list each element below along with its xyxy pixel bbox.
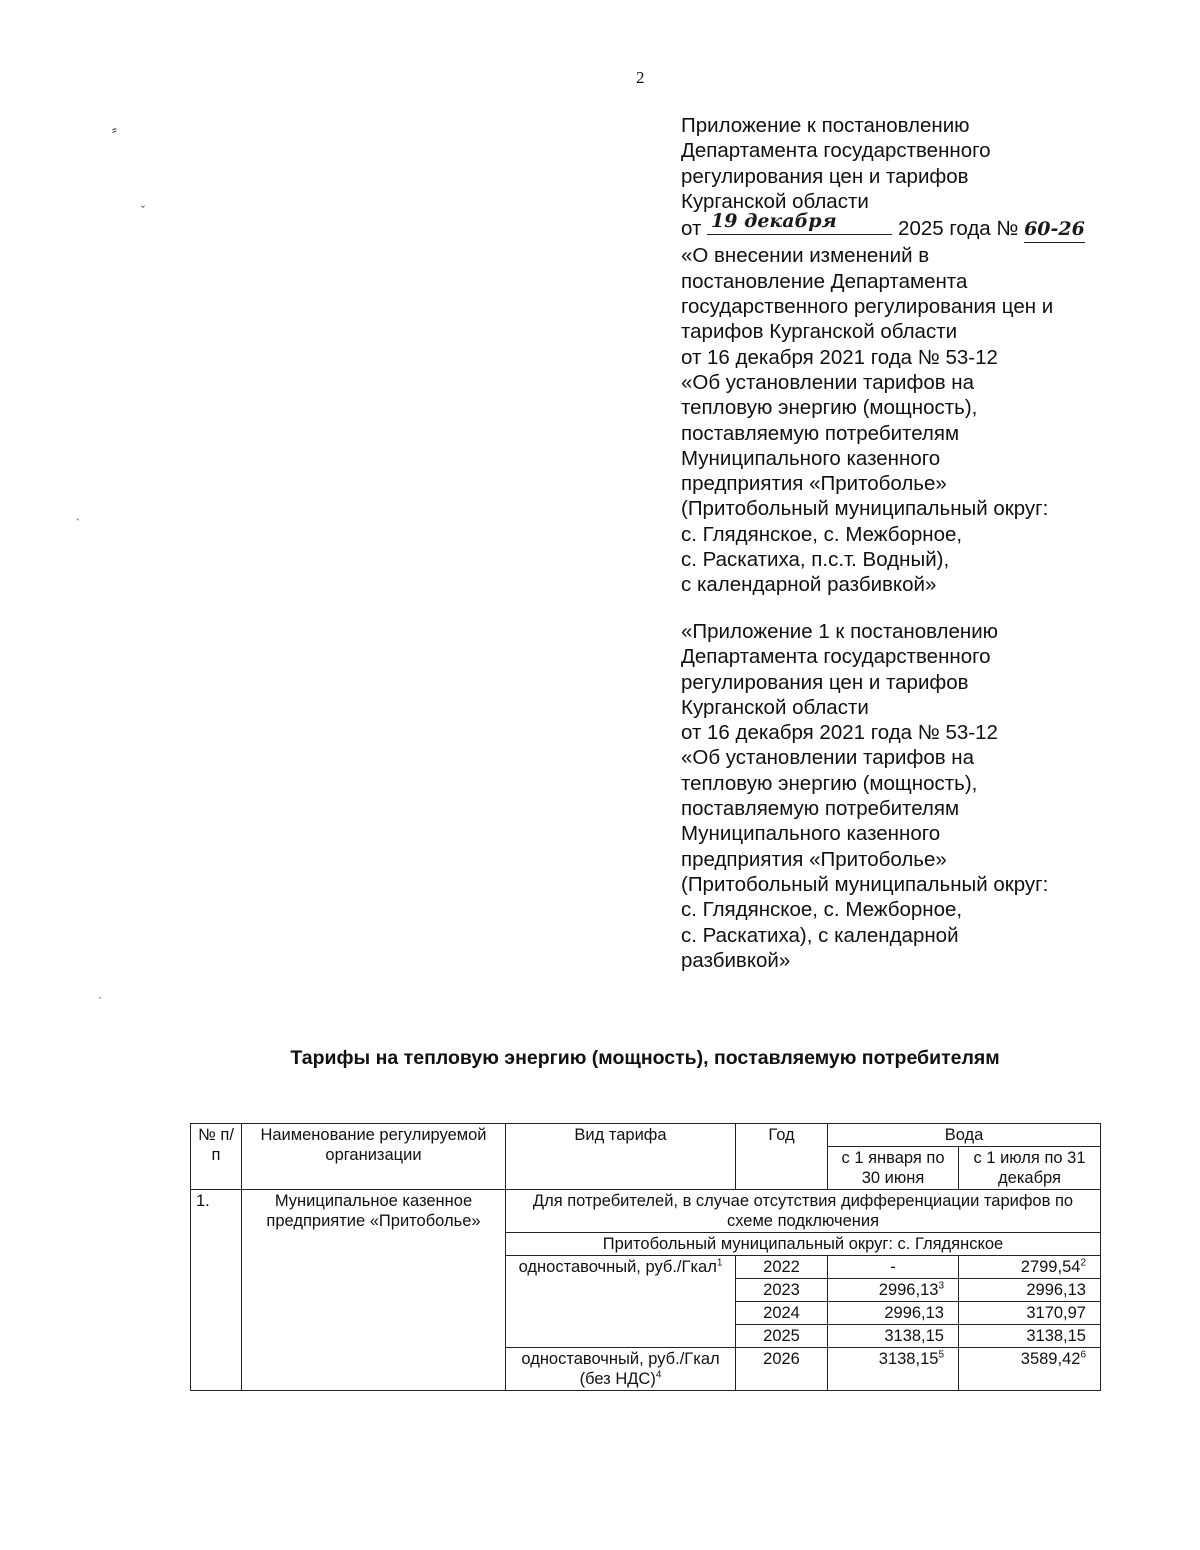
appendix-line: постановление Департамента — [681, 269, 968, 293]
value-cell — [959, 1279, 1101, 1302]
appendix-line: с календарной разбивкой» — [681, 573, 937, 597]
tariff-type-1-text: одноставочный, руб./Гкал — [518, 1258, 717, 1276]
quoted-line: Курганской области — [681, 695, 869, 719]
footnote-ref: 2 — [1080, 1257, 1086, 1269]
page-number: 2 — [636, 68, 645, 87]
table-header-row — [191, 1124, 1101, 1147]
date-prefix: от — [681, 217, 702, 241]
quoted-line: от 16 декабря 2021 года № 53-12 — [681, 721, 998, 745]
quoted-line: Муниципального казенного — [681, 822, 941, 846]
appendix-reference — [681, 113, 1151, 598]
quoted-appendix — [681, 619, 1151, 973]
value-cell — [828, 1325, 959, 1348]
header-org: Наименование регулируемой организации — [242, 1124, 506, 1190]
quoted-line: предприятия «Притоболье» — [681, 847, 947, 871]
appendix-line: Приложение к постановлению — [681, 114, 970, 137]
appendix-line: предприятия «Притоболье» — [681, 472, 947, 496]
appendix-line: (Притобольный муниципальный округ: — [681, 497, 1049, 521]
footnote-ref: 5 — [938, 1349, 944, 1361]
value-cell — [959, 1325, 1101, 1348]
value-cell — [828, 1348, 959, 1391]
value-text: 3138,15 — [1026, 1327, 1086, 1345]
tariff-type-2 — [506, 1348, 736, 1391]
footnote-ref: 1 — [716, 1257, 723, 1269]
group-note: Для потребителей, в случае отсутствия дифференциации тарифов по схеме подключения — [506, 1190, 1101, 1233]
header-num: № п/п — [191, 1124, 242, 1190]
value-cell — [828, 1302, 959, 1325]
appendix-line: регулирования цен и тарифов — [681, 164, 969, 188]
value-text: 2996,13 — [884, 1304, 944, 1322]
year-cell: 2025 — [736, 1325, 828, 1348]
appendix-line: Департамента государственного — [681, 139, 991, 163]
quoted-line: с. Глядянское, с. Межборное, — [681, 898, 963, 922]
quoted-line: тепловую энергию (мощность), — [681, 771, 978, 795]
value-cell — [959, 1348, 1101, 1391]
appendix-line: от 16 декабря 2021 года № 53-12 — [681, 345, 998, 369]
scan-mark: ˎ — [76, 507, 80, 521]
document-title: Тарифы на тепловую энергию (мощность), поставляемую потребителям — [290, 1047, 1000, 1069]
quoted-line: поставляемую потребителям — [681, 797, 960, 821]
footnote-ref: 4 — [655, 1369, 662, 1381]
header-year: Год — [736, 1124, 828, 1190]
appendix-line: тарифов Курганской области — [681, 320, 958, 344]
year-cell: 2026 — [736, 1348, 828, 1391]
value-text: 3138,15 — [878, 1350, 939, 1368]
value-cell — [828, 1256, 959, 1279]
value-text: 3170,97 — [1026, 1304, 1086, 1322]
footnote-ref: 3 — [938, 1280, 944, 1292]
year-cell: 2023 — [736, 1279, 828, 1302]
value-text: - — [890, 1258, 896, 1276]
tariff-table — [190, 1123, 1101, 1391]
quoted-line: с. Раскатиха), с календарной — [681, 923, 959, 947]
scan-mark: ˬ — [141, 194, 145, 208]
appendix-line: Курганской области — [681, 189, 869, 213]
appendix-line: с. Раскатиха, п.с.т. Водный), — [681, 548, 950, 572]
quoted-line: разбивкой» — [681, 948, 791, 972]
appendix-line: «О внесении изменений в — [681, 244, 930, 268]
quoted-line: (Притобольный муниципальный округ: — [681, 872, 1049, 896]
tariff-type-1 — [506, 1256, 736, 1348]
header-tariff-type: Вид тарифа — [506, 1124, 736, 1190]
value-text: 2996,13 — [878, 1281, 939, 1299]
header-water: Вода — [828, 1124, 1101, 1147]
appendix-line: «Об установлении тарифов на — [681, 370, 975, 394]
appendix-date-line — [681, 209, 1151, 243]
header-period-2: с 1 июля по 31 декабря — [959, 1147, 1101, 1190]
value-cell — [959, 1302, 1101, 1325]
appendix-line: Муниципального казенного — [681, 446, 941, 470]
handwritten-number: 60-26 — [1024, 218, 1085, 241]
scan-mark: ⸗ — [112, 121, 117, 137]
appendix-line: поставляемую потребителям — [681, 421, 960, 445]
quoted-line: «Приложение 1 к постановлению — [681, 620, 999, 643]
quoted-line: Департамента государственного — [681, 645, 991, 669]
date-year: 2025 года № — [898, 217, 1019, 241]
value-cell — [828, 1279, 959, 1302]
year-cell: 2022 — [736, 1256, 828, 1279]
scan-mark: · — [98, 990, 102, 1004]
header-period-1: с 1 января по 30 июня — [828, 1147, 959, 1190]
date-blank — [707, 209, 892, 235]
org-name: Муниципальное казенное предприятие «Притоболье» — [242, 1190, 506, 1391]
tariff-type-2-text: одноставочный, руб./Гкал (без НДС) — [521, 1350, 720, 1388]
value-cell — [959, 1256, 1101, 1279]
quoted-line: «Об установлении тарифов на — [681, 746, 975, 770]
appendix-line: тепловую энергию (мощность), — [681, 396, 978, 420]
number-blank — [1024, 216, 1085, 243]
appendix-line: государственного регулирования цен и — [681, 295, 1054, 319]
value-text: 3589,42 — [1020, 1350, 1081, 1368]
row-number: 1. — [191, 1190, 242, 1391]
value-text: 2799,54 — [1020, 1258, 1081, 1276]
appendix-line: с. Глядянское, с. Межборное, — [681, 522, 963, 546]
table-row — [191, 1190, 1101, 1233]
year-cell: 2024 — [736, 1302, 828, 1325]
location: Притобольный муниципальный округ: с. Глядянское — [506, 1233, 1101, 1256]
value-text: 3138,15 — [884, 1327, 944, 1345]
quoted-line: регулирования цен и тарифов — [681, 670, 969, 694]
footnote-ref: 6 — [1080, 1349, 1086, 1361]
value-text: 2996,13 — [1026, 1281, 1086, 1299]
handwritten-date: 19 декабря — [711, 209, 837, 232]
